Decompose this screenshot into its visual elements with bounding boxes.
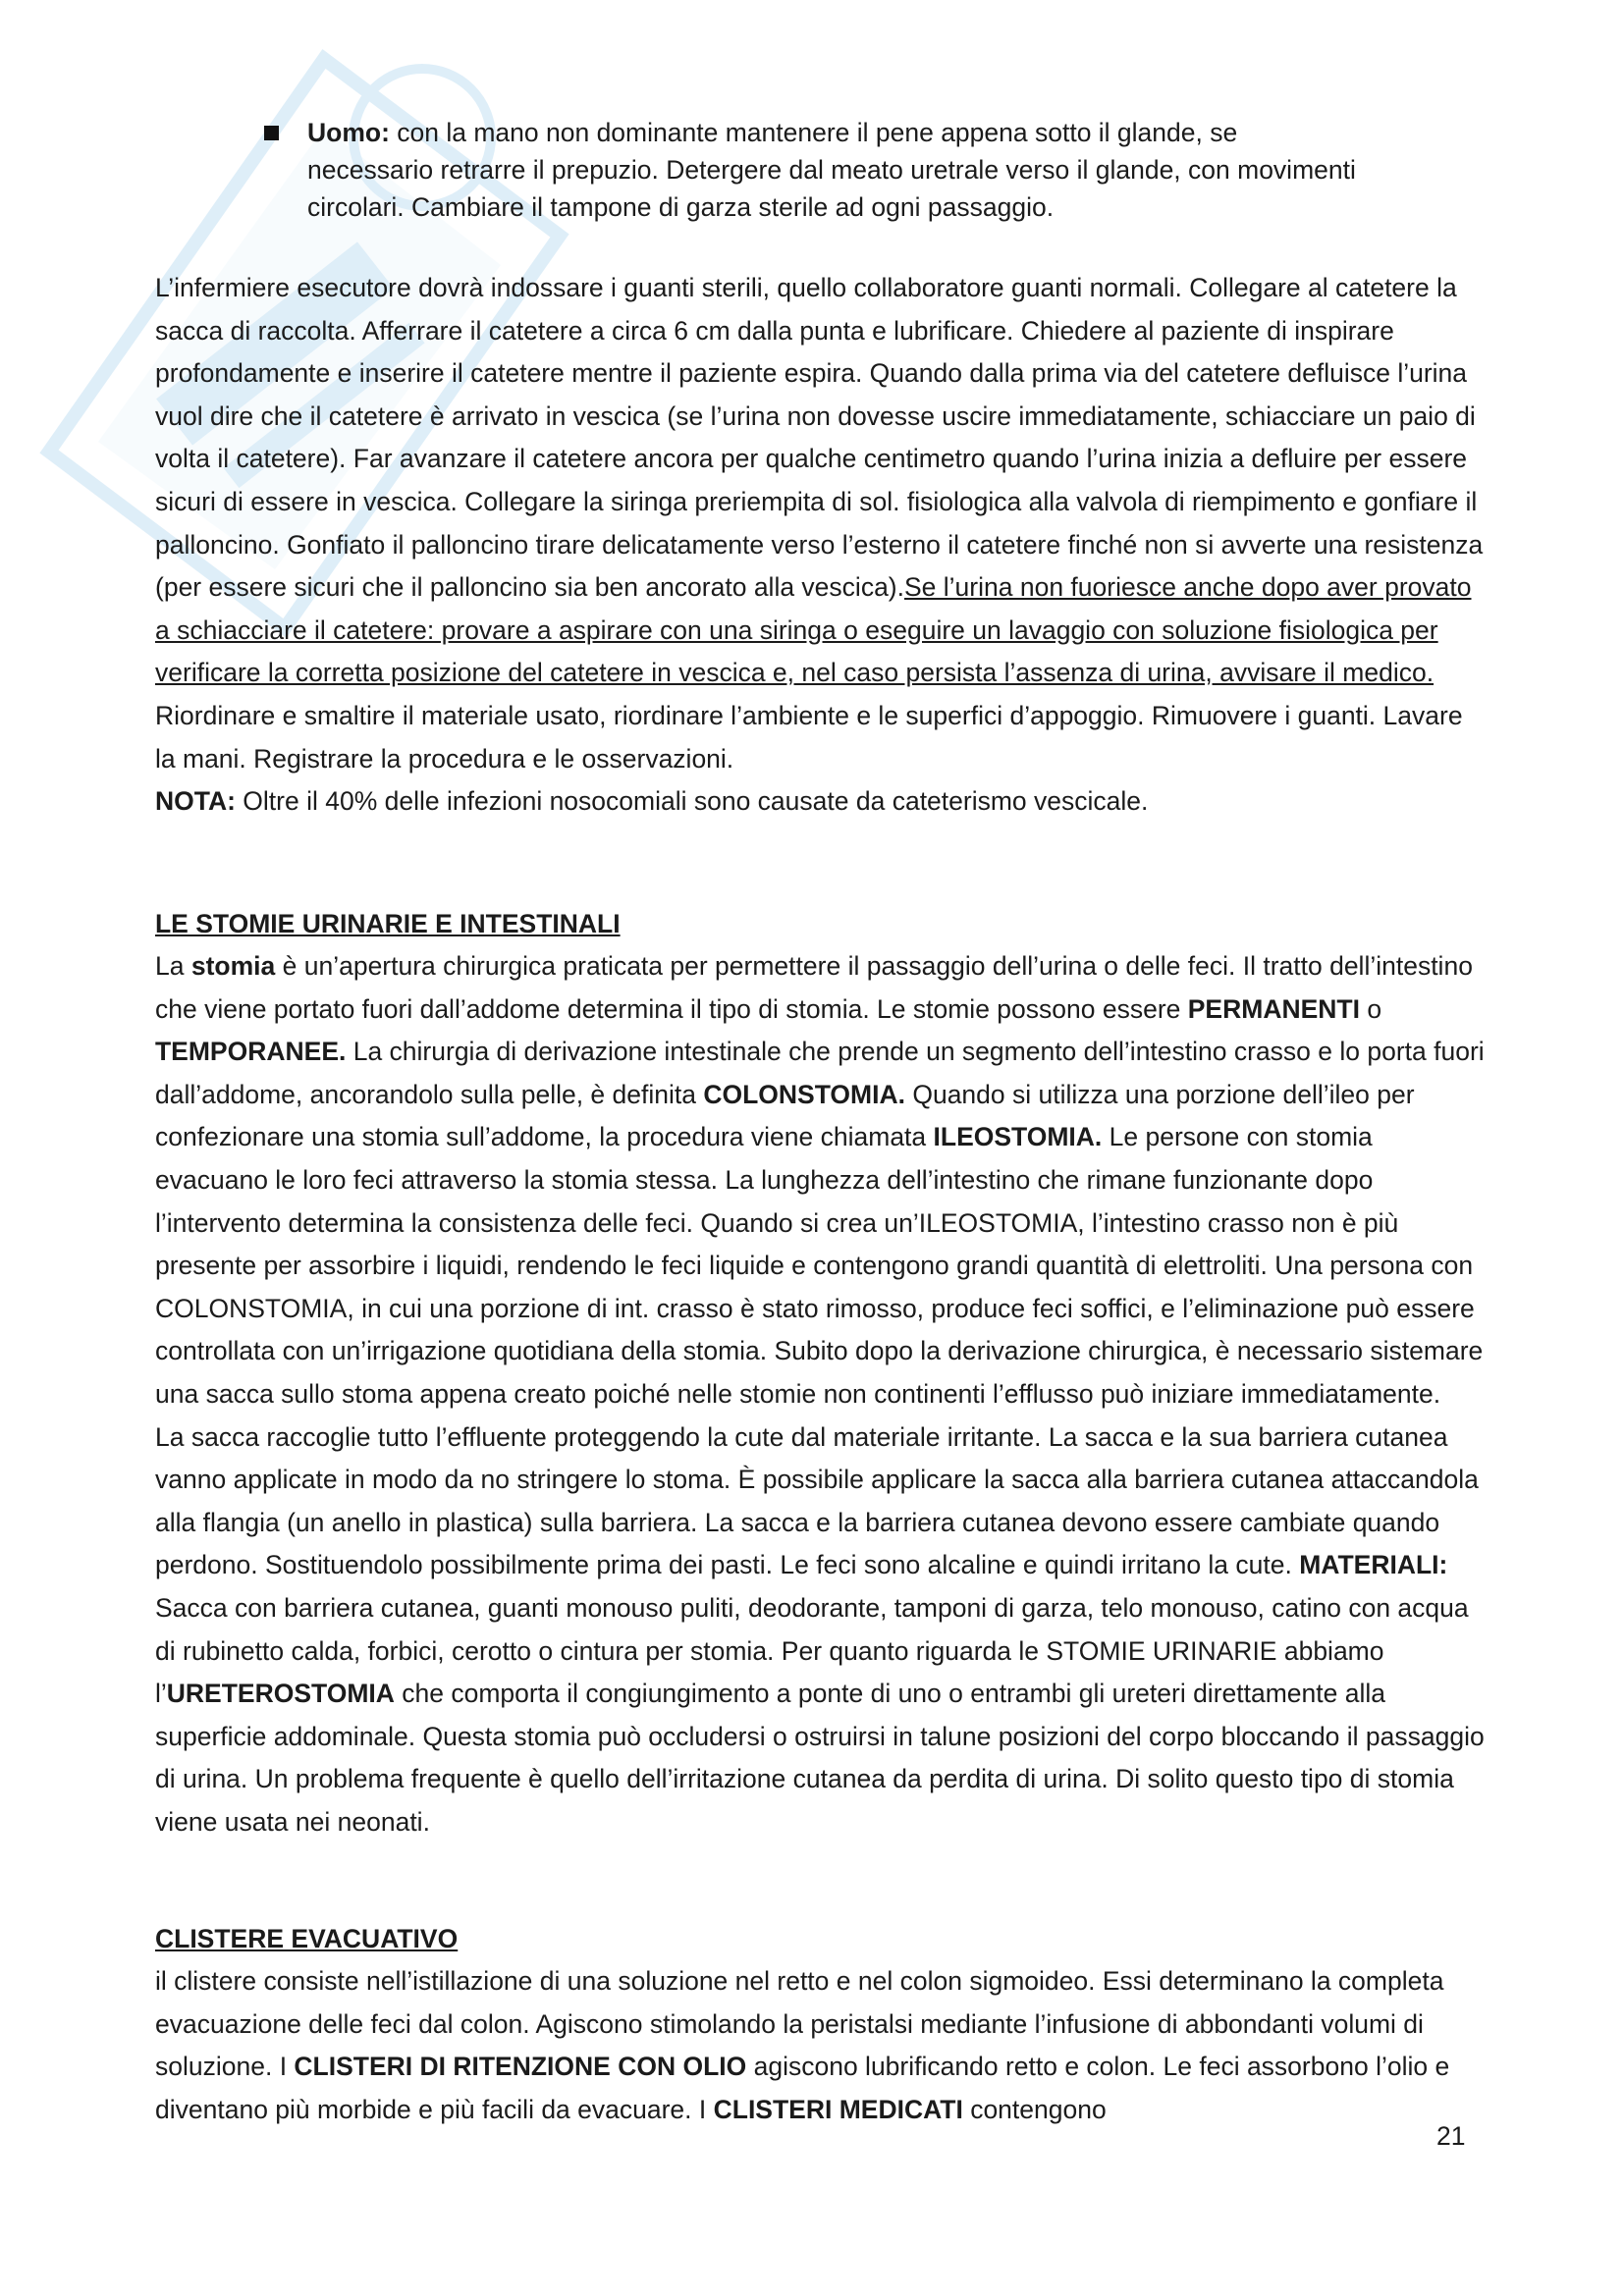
text-run: Quando si utilizza una porzione dell’ileo per confezionare una stomia sull’addome, la procedura viene chiamata [155,1079,1415,1152]
text-run: agiscono lubrificando retto e colon. Le feci assorbono l’olio e diventano più morbide e più facili da evacuare. I [155,2052,1450,2124]
section-heading-clistere: CLISTERE EVACUATIVO [155,1924,459,1953]
clistere-paragraph [155,1960,1485,2131]
procedure-underlined-text: Se l’urina non fuoriesce anche dopo aver provato a schiacciare il catetere: provare a aspirare con una siringa o eseguire un lavaggio con soluzione fisiologica per verificare la corretta posizione del catetere in vescica e, nel caso persista l’assenza di urina, avvisare il medico. [155,572,1472,688]
term-ileostomia: ILEOSTOMIA. [933,1122,1103,1152]
term-materiali: MATERIALI: [1299,1550,1448,1580]
page-number: 21 [1436,2121,1466,2151]
term-clisteri-olio: CLISTERI DI RITENZIONE CON OLIO [294,2052,747,2082]
stomie-paragraph [155,945,1485,1843]
bullet-label: Uomo: [307,118,390,147]
term-ureterostomia: URETEROSTOMIA [166,1679,395,1709]
procedure-closing-text: Riordinare e smaltire il materiale usato, riordinare l’ambiente e le superfici d’appoggio. Rimuovere i guanti. Lavare la mani. Registrare la procedura e le osservazioni. [155,700,1463,774]
text-run: o [1359,993,1382,1024]
bullet-text: con la mano non dominante mantenere il pene appena sotto il glande, se necessario retrarre il prepuzio. Detergere dal meato uretrale verso il glande, con movimenti circolari. Cambiare il tampone di garza sterile ad ogni passaggio. [307,118,1356,222]
term-colonstomia: COLONSTOMIA. [703,1079,905,1109]
term-stomia: stomia [190,951,276,981]
text-run: il clistere consiste nell’istillazione di una soluzione nel retto e nel colon sigmoideo. Essi determinano la completa evacuazione delle feci dal colon. Agiscono stimolando la peristalsi mediante l’infusione di abbondanti volumi di soluzione. I [155,1966,1444,2082]
text-run: La [155,951,191,981]
text-run: Le persone con stomia evacuano le loro feci attraverso la stomia stessa. La lunghezza dell’intestino che rimane funzionante dopo l’intervento determina la consistenza delle feci. Quando si crea un’ILEOSTOMIA, l’intestino crasso non è più presente per assorbire i liquidi, rendendo le feci liquide e contengono grandi quantità di elettroliti. Una persona con COLONSTOMIA, in cui una porzione di int. crasso è stato rimosso, produce feci soffici, e l’eliminazione può essere controllata con un’irrigazione quotidiana della stomia. Subito dopo la derivazione chirurgica, è necessario sistemare una sacca sullo stoma appena creato poiché nelle stomie non continenti l’efflusso può iniziare immediatamente. [155,1122,1484,1409]
note-label: NOTA: [155,786,236,817]
note-text: Oltre il 40% delle infezioni nosocomiali sono causate da cateterismo vescicale. [235,786,1149,817]
square-bullet-icon [264,126,279,140]
bullet-item-uomo [307,114,1368,226]
term-permanenti: PERMANENTI [1187,993,1360,1024]
text-run: Sacca con barriera cutanea, guanti monouso puliti, deodorante, tamponi di garza, telo monouso, catino con acqua di rubinetto calda, forbici, cerotto o cintura per stomia. Per quanto riguarda le STOMIE URINARIE abbiamo l’ [155,1592,1469,1709]
text-run: che comporta il congiungimento a ponte di uno o entrambi gli ureteri direttamente alla superficie addominale. Questa stomia può occludersi o ostruirsi in talune posizioni del corpo bloccando il passaggio di urina. Un problema frequente è quello dell’irritazione cutanea da perdita di urina. Di solito questo tipo di stomia viene usata nei neonati. [155,1679,1485,1837]
text-run: La sacca raccoglie tutto l’effluente proteggendo la cute dal materiale irritante. La sacca e la sua barriera cutanea vanno applicate in modo da no stringere lo stoma. È possibile applicare la sacca alla barriera cutanea attaccandola alla flangia (un anello in plastica) sulla barriera. La sacca e la barriera cutanea devono essere cambiate quando perdono. Sostituendolo possibilmente prima dei pasti. Le feci sono alcaline e quindi irritano la cute. [155,1421,1479,1580]
term-temporanee: TEMPORANEE. [155,1037,347,1067]
section-heading-stomie: LE STOMIE URINARIE E INTESTINALI [155,909,621,938]
text-run: La chirurgia di derivazione intestinale che prende un segmento dell’intestino crasso e lo porta fuori dall’addome, ancorandolo sulla pelle, è definita [155,1037,1485,1109]
text-run: è un’apertura chirurgica praticata per permettere il passaggio dell’urina o delle feci. Il tratto dell’intestino che viene portato fuori dall’addome determina il tipo di stomia. Le stomie possono essere [155,951,1473,1024]
procedure-paragraph [155,267,1485,824]
text-run: contengono [962,2094,1107,2124]
procedure-text: L’infermiere esecutore dovrà indossare i guanti sterili, quello collaboratore guanti normali. Collegare al catetere la sacca di raccolta. Afferrare il catetere a circa 6 cm dalla punta e lubrificare. Chiedere al paziente di inspirare profondamente e inserire il catetere mentre il paziente espira. Quando dalla prima via del catetere defluisce l’urina vuol dire che il catetere è arrivato in vescica (se l’urina non dovesse uscire immediatamente, schiacciare un paio di volta il catetere). Far avanzare il catetere ancora per qualche centimetro quando l’urina inizia a defluire per essere sicuri di essere in vescica. Collegare la siringa preriempita di sol. fisiologica alla valvola di riempimento e gonfiare il palloncino. Gonfiato il palloncino tirare delicatamente verso l’esterno il catetere finché non si avverte una resistenza (per essere sicuri che il palloncino sia ben ancorato alla vescica). [155,273,1484,603]
term-clisteri-medicati: CLISTERI MEDICATI [713,2094,963,2124]
